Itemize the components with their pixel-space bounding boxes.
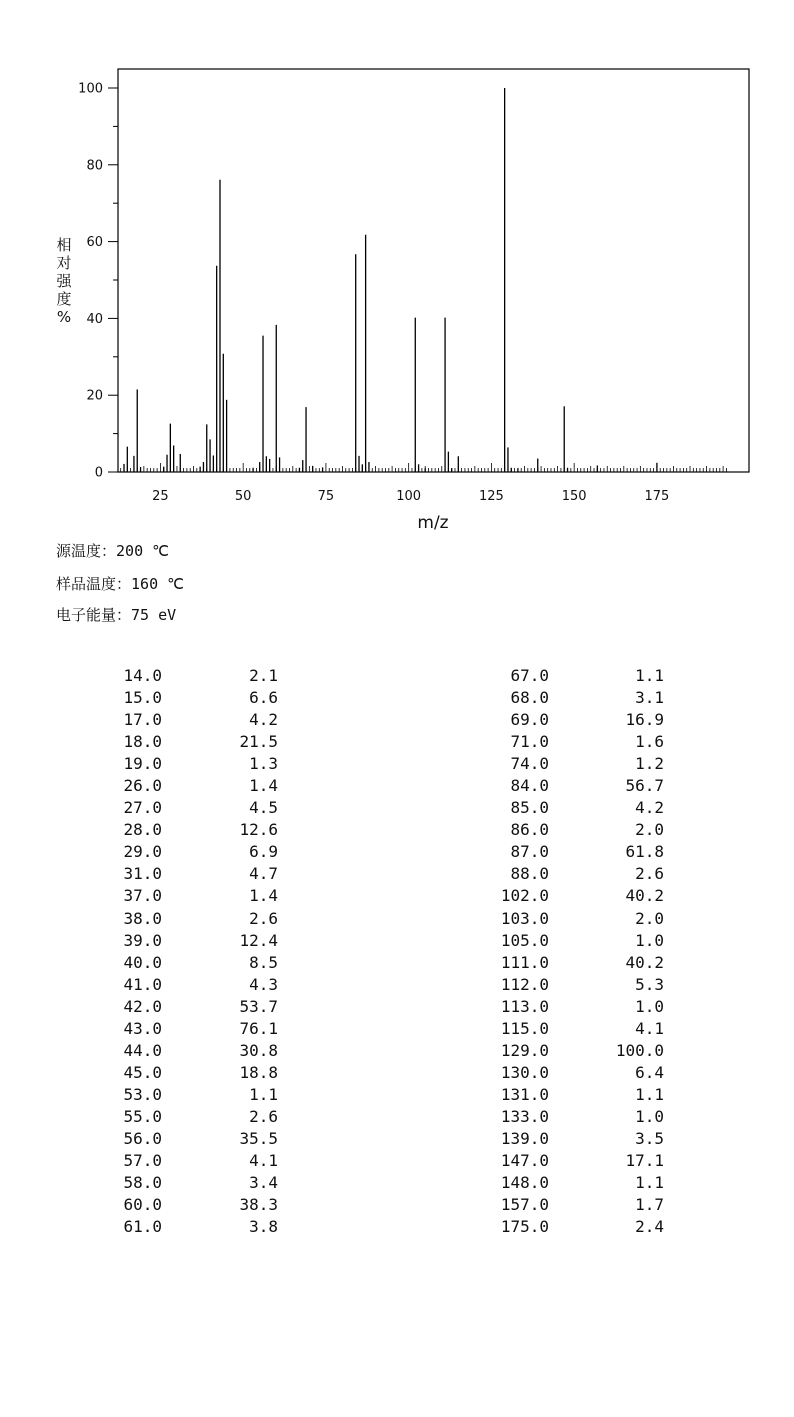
table-cell-intensity: 1.0 bbox=[635, 930, 664, 950]
table-cell-mz: 112.0 bbox=[500, 974, 549, 994]
table-cell-intensity: 16.9 bbox=[625, 710, 664, 730]
sample-temperature-label: 样品温度： bbox=[56, 575, 132, 593]
table-cell-intensity: 1.2 bbox=[635, 754, 664, 774]
table-cell-intensity: 2.0 bbox=[635, 908, 664, 928]
source-temperature bbox=[56, 542, 169, 560]
table-cell-mz: 14.0 bbox=[123, 666, 162, 685]
table-cell-mz: 157.0 bbox=[500, 1195, 549, 1215]
table-cell-mz: 88.0 bbox=[510, 864, 549, 884]
x-tick-label: 150 bbox=[561, 489, 587, 504]
sample-temperature bbox=[56, 575, 184, 593]
table-cell-mz: 71.0 bbox=[510, 732, 549, 752]
table-cell-mz: 133.0 bbox=[500, 1106, 549, 1126]
table-cell-intensity: 100.0 bbox=[615, 1040, 664, 1060]
table-cell-mz: 74.0 bbox=[510, 754, 549, 774]
x-axis-label: m/z bbox=[417, 513, 449, 533]
table-cell-intensity: 1.1 bbox=[635, 1084, 664, 1104]
table-cell-intensity: 8.5 bbox=[249, 952, 278, 972]
table-cell-intensity: 53.7 bbox=[239, 996, 278, 1016]
table-cell-mz: 115.0 bbox=[500, 1018, 549, 1038]
table-right-mz-column bbox=[470, 665, 549, 1238]
mass-spectrum-chart bbox=[0, 0, 794, 540]
table-cell-intensity: 6.9 bbox=[249, 842, 278, 862]
table-cell-intensity: 2.6 bbox=[635, 864, 664, 884]
table-cell-intensity: 1.0 bbox=[635, 996, 664, 1016]
table-cell-mz: 103.0 bbox=[500, 908, 549, 928]
table-right-intensity-column bbox=[590, 665, 664, 1238]
y-axis-label: 相对强度% bbox=[56, 236, 72, 326]
table-cell-intensity: 3.5 bbox=[635, 1128, 664, 1148]
table-cell-intensity: 4.7 bbox=[249, 864, 278, 884]
table-cell-mz: 17.0 bbox=[123, 710, 162, 730]
table-cell-intensity: 21.5 bbox=[239, 732, 278, 752]
x-minor-ticks bbox=[121, 463, 727, 472]
table-cell-intensity: 2.6 bbox=[249, 1106, 278, 1126]
x-tick-label: 100 bbox=[396, 489, 422, 504]
table-cell-intensity: 1.7 bbox=[635, 1195, 664, 1215]
table-cell-intensity: 1.4 bbox=[249, 776, 278, 796]
source-temperature-label: 源温度： bbox=[56, 542, 117, 560]
table-cell-intensity: 17.1 bbox=[625, 1151, 664, 1171]
table-cell-mz: 67.0 bbox=[510, 666, 549, 685]
table-cell-mz: 85.0 bbox=[510, 798, 549, 818]
table-cell-mz: 45.0 bbox=[123, 1062, 162, 1082]
spectrum-peaks bbox=[124, 88, 657, 472]
table-cell-intensity: 2.1 bbox=[249, 666, 278, 685]
table-cell-intensity: 40.2 bbox=[625, 952, 664, 972]
table-cell-intensity: 1.6 bbox=[635, 732, 664, 752]
table-cell-intensity: 12.6 bbox=[239, 820, 278, 840]
table-cell-mz: 131.0 bbox=[500, 1084, 549, 1104]
table-cell-intensity: 76.1 bbox=[239, 1018, 278, 1038]
table-cell-mz: 68.0 bbox=[510, 688, 549, 708]
x-tick-label: 25 bbox=[152, 489, 169, 504]
table-cell-intensity: 4.5 bbox=[249, 798, 278, 818]
table-left-intensity-column bbox=[210, 665, 278, 1238]
table-cell-intensity: 1.3 bbox=[249, 754, 278, 774]
table-cell-intensity: 3.1 bbox=[635, 688, 664, 708]
y-tick-label: 40 bbox=[86, 311, 103, 327]
table-cell-intensity: 1.1 bbox=[635, 1173, 664, 1193]
table-cell-mz: 86.0 bbox=[510, 820, 549, 840]
table-cell-mz: 15.0 bbox=[123, 688, 162, 708]
table-cell-mz: 61.0 bbox=[123, 1217, 162, 1237]
table-cell-intensity: 6.6 bbox=[249, 688, 278, 708]
table-cell-mz: 40.0 bbox=[123, 952, 162, 972]
table-cell-intensity: 4.1 bbox=[249, 1151, 278, 1171]
table-cell-mz: 29.0 bbox=[123, 842, 162, 862]
table-cell-mz: 58.0 bbox=[123, 1173, 162, 1193]
table-cell-mz: 56.0 bbox=[123, 1128, 162, 1148]
table-cell-intensity: 18.8 bbox=[239, 1062, 278, 1082]
table-left-mz-column bbox=[100, 665, 162, 1238]
table-cell-mz: 139.0 bbox=[500, 1128, 549, 1148]
table-cell-mz: 18.0 bbox=[123, 732, 162, 752]
table-cell-mz: 31.0 bbox=[123, 864, 162, 884]
table-cell-intensity: 1.0 bbox=[635, 1106, 664, 1126]
table-cell-mz: 105.0 bbox=[500, 930, 549, 950]
x-tick-label: 50 bbox=[234, 489, 252, 504]
table-cell-intensity: 2.6 bbox=[249, 908, 278, 928]
table-cell-intensity: 3.8 bbox=[249, 1217, 278, 1237]
x-axis bbox=[152, 489, 669, 504]
y-axis bbox=[78, 82, 118, 481]
table-cell-mz: 44.0 bbox=[123, 1040, 162, 1060]
y-tick-label: 0 bbox=[94, 465, 103, 481]
table-cell-mz: 69.0 bbox=[510, 710, 549, 730]
table-cell-intensity: 4.3 bbox=[249, 974, 278, 994]
table-cell-mz: 38.0 bbox=[123, 908, 162, 928]
table-cell-mz: 19.0 bbox=[123, 754, 162, 774]
table-cell-intensity: 3.4 bbox=[249, 1173, 278, 1193]
x-tick-label: 125 bbox=[478, 489, 504, 504]
y-tick-label: 80 bbox=[86, 158, 103, 174]
table-cell-intensity: 61.8 bbox=[625, 842, 664, 862]
table-cell-mz: 28.0 bbox=[123, 820, 162, 840]
table-cell-mz: 147.0 bbox=[500, 1151, 549, 1171]
table-cell-intensity: 40.2 bbox=[625, 886, 664, 906]
table-cell-intensity: 1.1 bbox=[635, 666, 664, 685]
table-cell-mz: 27.0 bbox=[123, 798, 162, 818]
y-tick-label: 20 bbox=[86, 388, 103, 404]
table-cell-intensity: 56.7 bbox=[625, 776, 664, 796]
table-cell-mz: 87.0 bbox=[510, 842, 549, 862]
electron-energy bbox=[56, 606, 176, 624]
sample-temperature-value: 160 ℃ bbox=[131, 575, 184, 593]
table-cell-intensity: 38.3 bbox=[239, 1195, 278, 1215]
table-cell-mz: 129.0 bbox=[500, 1040, 549, 1060]
table-cell-mz: 130.0 bbox=[500, 1062, 549, 1082]
table-cell-intensity: 1.4 bbox=[249, 886, 278, 906]
table-cell-mz: 175.0 bbox=[500, 1217, 549, 1237]
table-cell-mz: 26.0 bbox=[123, 776, 162, 796]
table-cell-mz: 57.0 bbox=[123, 1151, 162, 1171]
y-tick-label: 60 bbox=[86, 235, 103, 251]
table-cell-intensity: 6.4 bbox=[635, 1062, 664, 1082]
table-cell-mz: 53.0 bbox=[123, 1084, 162, 1104]
table-cell-intensity: 4.2 bbox=[249, 710, 278, 730]
plot-frame bbox=[118, 69, 749, 472]
table-cell-mz: 37.0 bbox=[123, 886, 162, 906]
table-cell-mz: 42.0 bbox=[123, 996, 162, 1016]
table-cell-intensity: 35.5 bbox=[239, 1128, 278, 1148]
table-cell-intensity: 4.1 bbox=[635, 1018, 664, 1038]
x-tick-label: 175 bbox=[644, 489, 670, 504]
table-cell-mz: 41.0 bbox=[123, 974, 162, 994]
table-cell-mz: 60.0 bbox=[123, 1195, 162, 1215]
table-cell-mz: 148.0 bbox=[500, 1173, 549, 1193]
table-cell-intensity: 2.4 bbox=[635, 1217, 664, 1237]
table-cell-mz: 111.0 bbox=[500, 952, 549, 972]
table-cell-mz: 102.0 bbox=[500, 886, 549, 906]
y-tick-label: 100 bbox=[78, 81, 103, 97]
electron-energy-label: 电子能量： bbox=[56, 606, 132, 624]
table-cell-intensity: 1.1 bbox=[249, 1084, 278, 1104]
table-cell-intensity: 5.3 bbox=[635, 974, 664, 994]
table-cell-intensity: 12.4 bbox=[239, 930, 278, 950]
table-cell-mz: 39.0 bbox=[123, 930, 162, 950]
table-cell-intensity: 4.2 bbox=[635, 798, 664, 818]
table-cell-mz: 113.0 bbox=[500, 996, 549, 1016]
electron-energy-value: 75 eV bbox=[131, 606, 177, 624]
table-cell-mz: 43.0 bbox=[123, 1018, 162, 1038]
table-cell-intensity: 2.0 bbox=[635, 820, 664, 840]
table-cell-mz: 55.0 bbox=[123, 1106, 162, 1126]
source-temperature-value: 200 ℃ bbox=[116, 542, 169, 560]
x-tick-label: 75 bbox=[317, 489, 335, 504]
table-cell-mz: 84.0 bbox=[510, 776, 549, 796]
table-cell-intensity: 30.8 bbox=[239, 1040, 278, 1060]
